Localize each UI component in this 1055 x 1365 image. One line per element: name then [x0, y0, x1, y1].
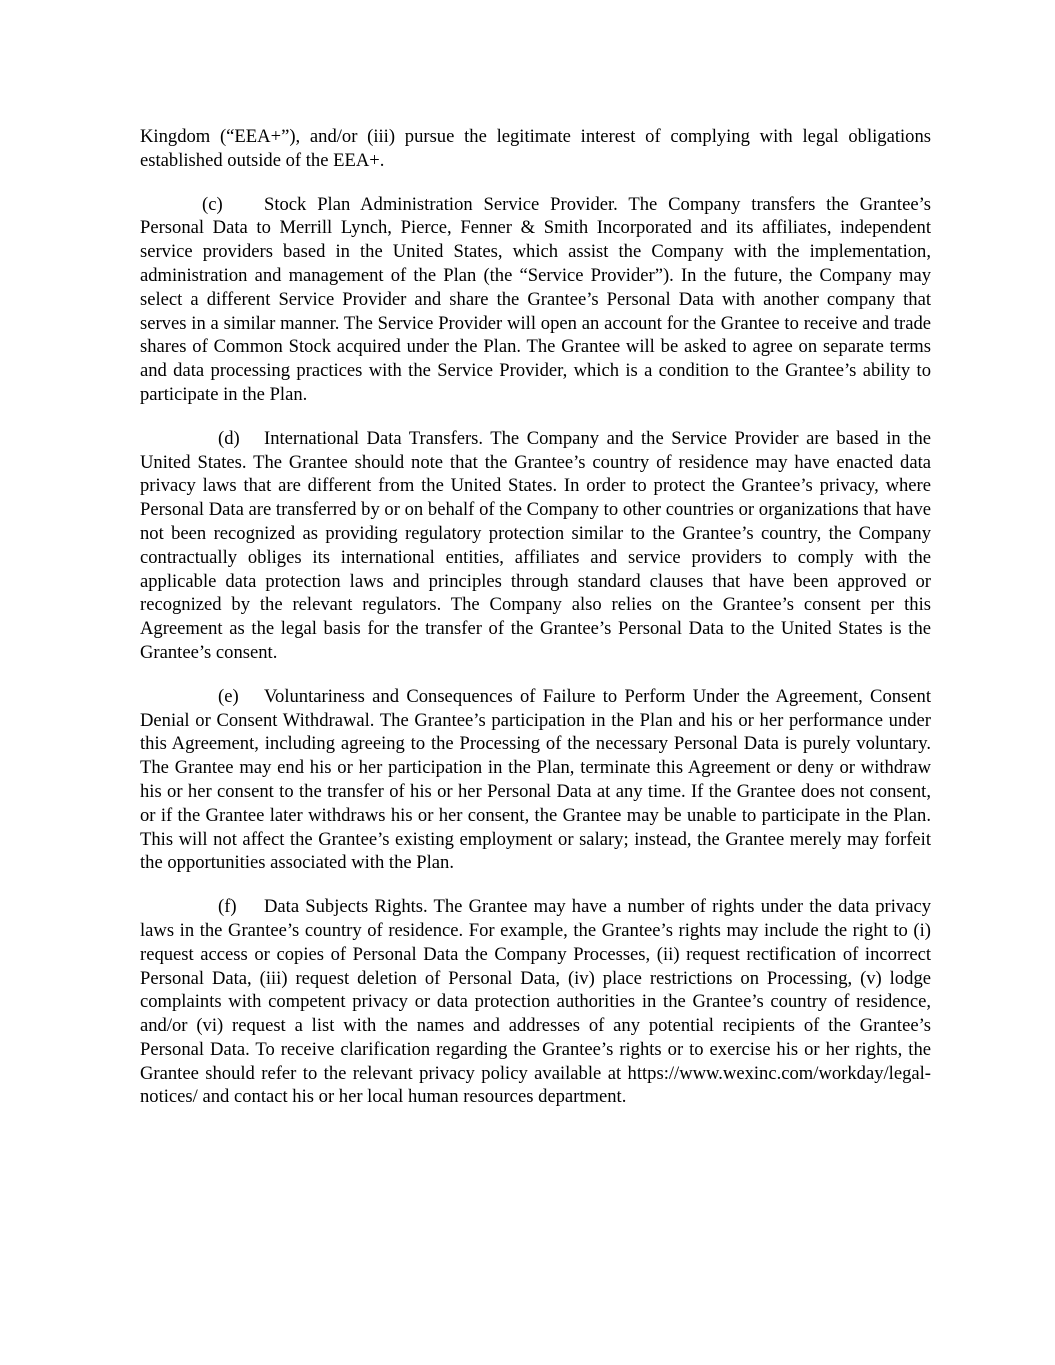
paragraph-f-data-subject-rights: [140, 895, 931, 1109]
paragraph-marker: (d): [218, 427, 240, 449]
paragraph-text: Data Subjects Rights. The Grantee may have a number of rights under the data privacy laws in the Grantee’s country of residence. For example, the Grantee’s rights may include the right to (i) request access or copies of Personal Data the Company Processes, (ii) request rectification of incorrect Personal Data, (iii) request deletion of Personal Data, (iv) place restrictions on Processing, (v) lodge complaints with competent privacy or data protection authorities in the Grantee’s country of residence, and/or (vi) request a list with the names and addresses of any potential recipients of the Grantee’s Personal Data. To receive clarification regarding the Grantee’s rights or to exercise his or her rights, the Grantee should refer to the relevant privacy policy available at https://www.wexinc.com/workday/legal-notices/ and contact his or her local human resources department.: [140, 896, 931, 1108]
paragraph-text: Stock Plan Administration Service Provider. The Company transfers the Grantee’s Personal Data to Merrill Lynch, Pierce, Fenner & Smith Incorporated and its affiliates, independent service providers based in the United States, which assist the Company with the implementation, administration and management of the Plan (the “Service Provider”). In the future, the Company may select a different Service Provider and share the Grantee’s Personal Data with another company that serves in a similar manner. The Service Provider will open an account for the Grantee to receive and trade shares of Common Stock acquired under the Plan. The Grantee will be asked to agree on separate terms and data processing practices with the Service Provider, which is a condition to the Grantee’s ability to participate in the Plan.: [140, 193, 931, 405]
paragraph-marker: (f): [218, 896, 237, 918]
paragraph-continuation: Kingdom (“EEA+”), and/or (iii) pursue the legitimate interest of complying with legal obligations established outside of the EEA+.: [140, 126, 931, 171]
paragraph-text: Voluntariness and Consequences of Failure to Perform Under the Agreement, Consent Denial or Consent Withdrawal. The Grantee’s participation in the Plan and his or her performance under this Agreement, including agreeing to the Processing of the necessary Personal Data is purely voluntary. The Grantee may end his or her participation in the Plan, terminate this Agreement or deny or withdraw his or her consent to the transfer of his or her Personal Data at any time. If the Grantee does not consent, or if the Grantee later withdraws his or her consent, the Grantee may be unable to participate in the Plan. This will not affect the Grantee’s existing employment or salary; instead, the Grantee merely may forfeit the opportunities associated with the Plan.: [140, 685, 931, 874]
paragraph-text: International Data Transfers. The Company and the Service Provider are based in the United States. The Grantee should note that the Grantee’s country of residence may have enacted data privacy laws that are different from the United States. In order to protect the Grantee’s privacy, where Personal Data are transferred by or on behalf of the Company to other countries or organizations that have not been recognized as providing regulatory protection similar to the Grantee’s country, the Company contractually obliges its international entities, affiliates and service providers to comply with the applicable data protection laws and principles through standard clauses that have been approved or recognized by the relevant regulators. The Company also relies on the Grantee’s consent per this Agreement as the legal basis for the transfer of the Grantee’s Personal Data to the United States is the Grantee’s consent.: [140, 427, 931, 663]
paragraph-e-voluntariness: [140, 685, 931, 875]
paragraph-c-service-provider: [140, 193, 931, 407]
paragraph-marker: (e): [218, 685, 239, 707]
paragraph-marker: (c): [202, 193, 223, 215]
paragraph-d-international-transfers: [140, 427, 931, 665]
document-page: [140, 125, 931, 1129]
